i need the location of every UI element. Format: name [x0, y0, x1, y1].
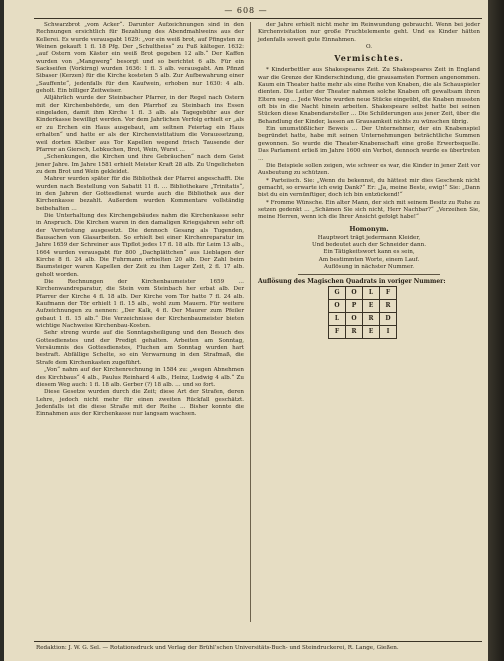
left-paragraph: Diese Gesetze wurden durch die Zeit; diese Art der Strafen, deren Lehre, jedoch nicht mehr für einen zweiten Rückfall geschätzt. Jedenfalls ist die diese Straße mit der Reihe … Bisher konnte die Einnahmen aus der Kirchenkasse nur langsam wachsen. — [36, 389, 244, 418]
section-rule — [298, 274, 440, 275]
adjacent-page-edge — [488, 0, 504, 661]
grid-cell: I — [380, 325, 397, 338]
magic-square-grid — [328, 286, 397, 339]
left-column — [36, 22, 244, 419]
grid-cell: L — [329, 312, 346, 325]
puzzle-title: Auflösung des Magischen Quadrats in voriger Nummer: — [258, 278, 446, 286]
section-heading: Vermischtes. — [334, 53, 404, 64]
grid-cell: E — [363, 299, 380, 312]
riddle-line: Am bestimmten Worte, einem Lauf. — [318, 256, 420, 263]
article-paragraph: * Kinderbettler aus Shakespeares Zeit. Zu Shakespeares Zeit in England war die Grenze der Kinderschindung, die grausamsten Formen angenommen. Kaum ein Theater hatte mehr als eine Reihe von Knaben, die als Schauspieler dienten. Die Leiter der Theater nahmen solche Knaben oft gewaltsam ihren Eltern weg … Jede Woche wurden neue Stücke eingeübt, die Knaben mussten oft bis in die Nacht hinein arbeiten. Shakespeare selbst hatte bei seinen Stücken diese Knabendarsteller … Die Schilderungen aus jener Zeit, über die Behandlung der Kinder, lassen an Grausamkeit nichts zu wünschen übrig. — [258, 67, 480, 125]
intro-signature: O. — [365, 44, 373, 51]
anecdote-paragraph: * Parteiisch. Sie: „Wenn du bekennst, du hättest mir dies Geschenk nicht gemacht, so erwarte ich ewig Dank?“ Er: „Ja, meine Beste, ewig!“ Sie: „Dann bist du ein vernünftiger, doch ich bin entzückend!“ — [258, 177, 480, 199]
riddle-line: Ein Tätigkeitswort kann es sein, — [323, 249, 415, 256]
grid-cell: G — [329, 286, 346, 299]
newspaper-page — [4, 0, 488, 661]
riddle-line: Und bedeutet auch der Schneider dann. — [312, 241, 426, 248]
grid-row — [329, 312, 397, 325]
left-paragraph: „Schenkungen, die Kirchen und ihre Gebräuchen“ nach dem Geist jener Jahre. Im Jahre 1581 erhielt Meister Kraft 28 alb. Zu Ungelicheten zu dem Brot und Wein gekleidet. — [36, 154, 244, 175]
left-paragraph: Die Rechnungen der Kirchenbaumeister 1659 … Kirchenwandreparatur, die Stein vom Steinbach her erbat alb. Der Pfarrer der Kirche 4 fl. 18 alb. Der Kirche vom Tor hatte 7 fl. 24 alb. Kaufmann der Tör erhielt 1 fl. 15 alb., wohl zum Mauern. Für weitere Aufzeichnungen zu nennen: „Der Kalk, 4 fl. Der Maurer zum Pfeiler gebaut 1 fl. 15 alb.“ Die Verzeichnisse der Kirchenbaumeister bieten wichtige Nachweise Kirchenbau-Kosten. — [36, 279, 244, 330]
footer-rule — [34, 641, 482, 642]
grid-cell: E — [363, 325, 380, 338]
anecdote-paragraph: * Fromme Wünsche. Ein alter Mann, der sich mit seinem Besitz zu Ruhe zu setzen gedenkt … „Schämen Sie sich nicht, Herr Nachbar?“ „Verzeihen Sie, meine Herren, wenn ich die Ihrer Ansicht gefolgt habe!“ — [258, 199, 480, 221]
left-paragraph: Schwarzbrot „vom Acker“. Darunter Aufzeichnungen sind in den Rechnungen ersichtlich für Bezahlung des Abendmahlweins aus der Kellerei. Es wurde verausgabt 1629: „vor ein weiß brot, auf Pfingsten zu Weinen gekauft 1 fl. 18 Pfg. Der „Schultheiss“ zu Fuß kälteger. 1632: „auf Ostern vom Käster ein weiß Brot gegeben 12 alb.“ Der Kaffen wurden von „Mangwerg“ besorgt und so berichtet 6 alb. Für ein Sackseifen (Vorkirng) wurden 1636: 1 fl. 3 alb. verausgabt. Am Pfinzd Sibaser (Kerzen) für die Kirche kosteten 5 alb. Zur Aufbewahrung einer „Sauffente“, jedenfalls für den Kaufwein, erhoben nur 1630: 4 alb. geholt. Ein billiger Zeitweiser. — [36, 22, 244, 95]
riddle-note: Auflösung in nächster Nummer. — [323, 263, 415, 270]
grid-cell: R — [363, 312, 380, 325]
intro-paragraph: der Jahre erhielt nicht mehr im Reinwundung gebraucht. Wenn bei jeder Kirchenvisitation nur große Fruchtelemente geht. Und es Kinder hätten jedenfalls soweit gute Einnahmen. — [258, 22, 480, 43]
riddle-title: Homonym. — [349, 224, 389, 233]
grid-cell: O — [346, 286, 363, 299]
grid-row — [329, 325, 397, 338]
grid-cell: R — [380, 299, 397, 312]
header-rule — [34, 18, 482, 19]
grid-row — [329, 299, 397, 312]
grid-cell: F — [329, 325, 346, 338]
left-paragraph: Mahrer wurden später für die Bibliothek der Pfarrei angeschafft. Die wurden nach Bestellung von Sabatit 11 fl. … Bibliothekare „Trinitatis“, in den Jahren der Gottesdienst wurde auch die Bibliothek aus der Kirchenkasse bezahlt. Außerdem wurden Kommentare vollständig beibehalten … — [36, 176, 244, 212]
grid-cell: O — [329, 299, 346, 312]
left-paragraph: Alljährlich wurde der Steinbacher Pfarrer, in der Regel nach Ostern mit der Kirchenbehörde, um den Pfarrhof zu Steinbach ins Essen eingeladen, damit ihm Kirche 1 fl. 3 alb. als Tagegebühr aus der Kinderkasse bewilligt werden. Vor dem Jahrlichen Verfolg erhielt er „als er zu Erchen ein Haus ausgebaut, am seltnen Feiertag ein Haus erhalten“ und hatte er als der Kirchenvistitatium die Voraussetzung, weil dorten Kleiber aus Tor Kapellen wegend frisch Tausende der Pfarrer an Giersch, Lebkuchen, Brot, Wein, Wurst … — [36, 95, 244, 153]
grid-cell: R — [346, 325, 363, 338]
grid-cell: P — [346, 299, 363, 312]
grid-cell: D — [380, 312, 397, 325]
riddle-line: Hauptwort trägt jedermann Kleider, — [317, 234, 421, 241]
article-paragraph: Ein unumstößlicher Beweis … Der Unternehmer, der ein Knabenspiel begründet hatte, habe mit seinen Unternehmungen beträchtliche Summen gewonnen. So wurde die Theater-Knabenschaft eine große Erwerbsquelle. Das Parlament erließ im Jahre 1600 ein Verbot, dennoch wurde es übertreten … — [258, 126, 480, 162]
grid-row — [329, 286, 397, 299]
article-paragraph: Die Beispiele sollen zeigen, wie schwer es war, die Kinder in jener Zeit vor Ausbeutung zu schützen. — [258, 162, 480, 177]
left-paragraph: „Von“ nahm auf der Kirchenrechnung in 1584 zu: „wegen Abnehmen des Kirchbaus“ 4 alb., Paulus Reinhard 4 alb., Heinz, Ludwig 4 alb.“ Zu diesem Weg auch: 1 fl. 18 alb. Gerber (?) 18 alb. … und so fort. — [36, 367, 244, 388]
right-column — [258, 22, 480, 339]
left-paragraph: Die Unterhaltung des Kirchengebäudes nahm die Kirchenkasse sehr in Anspruch. Die Kirchen waren in den damaligen Kriegsjahren sehr oft der Verwüstung ausgesetzt. Die dennoch Gesang als Tugenden, Bausachen von Glasarbeiten. So erhielt bei einer Kirchenreparatur im Jahre 1659 der Schreiner aus Tipflot jedes 17 fl. 18 alb. für Leim 13 alb., 1664 wurden verausgabt für 800 „Dachplättchen“ aus Lieblagen der Kirche 8 fl. 24 alb. Die Fuhrmann erhielten 20 alb. Der Zahl beim Baumsteiger waren Kapellen der Zeit zu ihm Lager Zeit, 2 fl. 17 alb. geholt worden. — [36, 212, 244, 278]
left-paragraph: Sehr streng wurde auf die Sonntagsheiligung und den Besuch des Gottesdienstes und der Predigt gehalten. Arbeiten am Sonntag, Versäumnis des Gottesdienstes, Fluchen am Sonntag wurden hart bestraft. Abfällige Schelte, so ein Verwarnung in den Strafmaß, die Strafe dem Kirchenkasten zugeführt. — [36, 330, 244, 366]
grid-cell: L — [363, 286, 380, 299]
grid-cell: F — [380, 286, 397, 299]
page-number: — 608 — — [224, 6, 268, 15]
grid-cell: O — [346, 312, 363, 325]
column-divider — [250, 22, 251, 622]
imprint-footer: Redaktion: J. W. G. Sel. — Rotationsdruck und Verlag der Brühl’schen Universitäts-Buch- und Steindruckerei, R. Lange, Gießen. — [36, 645, 399, 651]
